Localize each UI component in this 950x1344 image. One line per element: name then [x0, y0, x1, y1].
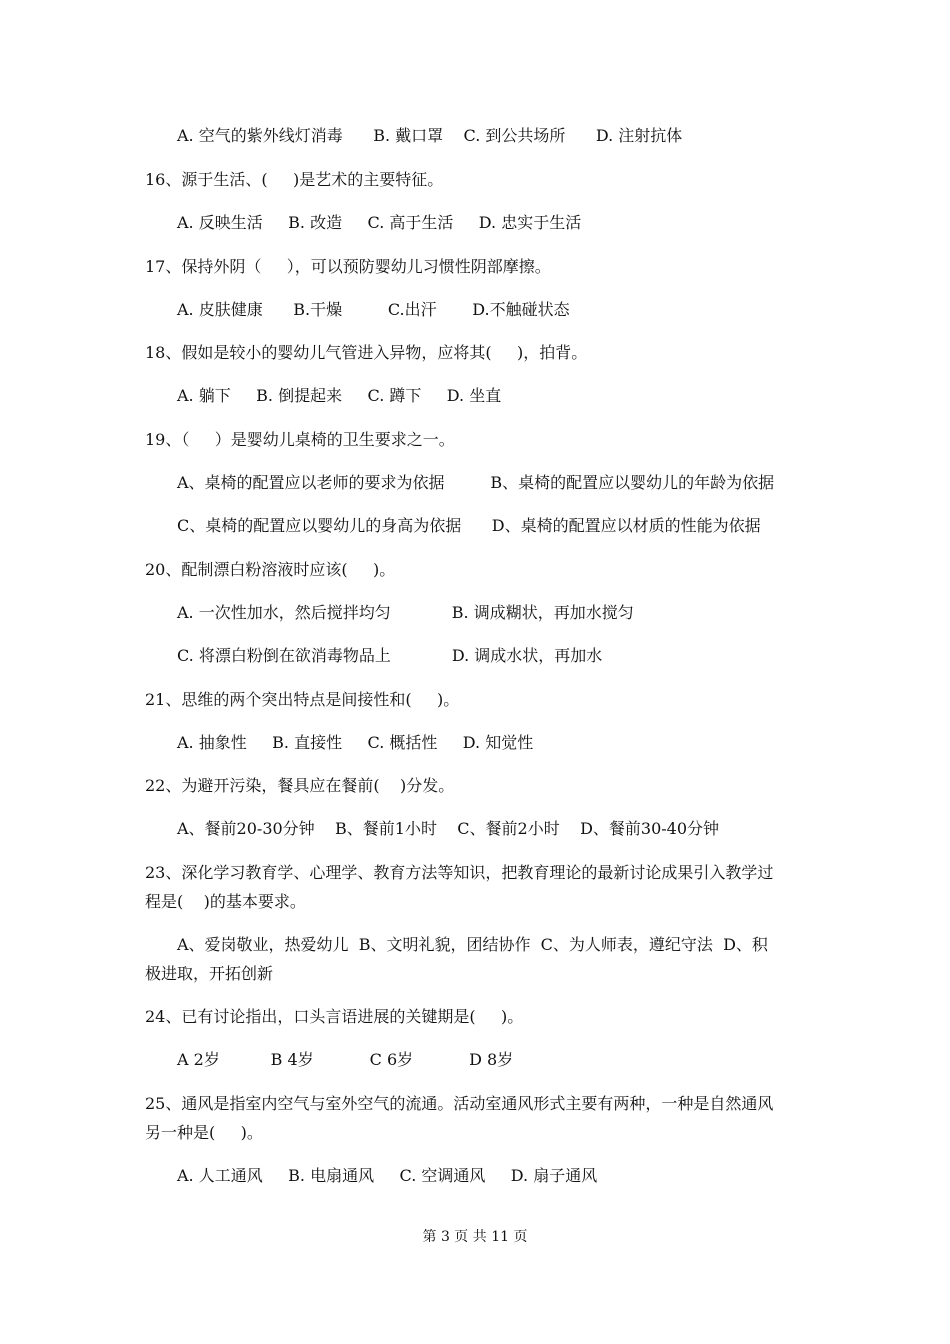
- q15-options: A. 空气的紫外线灯消毒 B. 戴口罩 C. 到公共场所 D. 注射抗体: [177, 126, 683, 145]
- q21-stem: 21、思维的两个突出特点是间接性和( )。: [145, 690, 460, 709]
- q16-stem: 16、源于生活、( )是艺术的主要特征。: [145, 170, 444, 189]
- q25-stem: 25、通风是指室内空气与室外空气的流通。活动室通风形式主要有两种，一种是自然通风: [145, 1094, 774, 1113]
- q24-stem: 24、已有讨论指出，口头言语进展的关键期是( )。: [145, 1007, 524, 1026]
- q21-options: A. 抽象性 B. 直接性 C. 概括性 D. 知觉性: [177, 733, 534, 752]
- q19-options-ab: A、桌椅的配置应以老师的要求为依据 B、桌椅的配置应以婴幼儿的年龄为依据: [177, 473, 775, 492]
- q23-stem-cont: 程是( )的基本要求。: [145, 892, 306, 911]
- q18-options: A. 躺下 B. 倒提起来 C. 蹲下 D. 坐直: [177, 386, 502, 405]
- q17-stem: 17、保持外阴（ ），可以预防婴幼儿习惯性阴部摩擦。: [145, 257, 551, 276]
- q24-options: A 2岁 B 4岁 C 6岁 D 8岁: [177, 1050, 514, 1069]
- q16-options: A. 反映生活 B. 改造 C. 高于生活 D. 忠实于生活: [177, 213, 582, 232]
- q25-stem-cont: 另一种是( )。: [145, 1123, 263, 1142]
- q23-options-cont: 极进取，开拓创新: [145, 964, 274, 983]
- q25-options: A. 人工通风 B. 电扇通风 C. 空调通风 D. 扇子通风: [177, 1166, 598, 1185]
- q22-options: A、餐前20-30分钟 B、餐前1小时 C、餐前2小时 D、餐前30-40分钟: [177, 819, 720, 838]
- q23-stem: 23、深化学习教育学、心理学、教育方法等知识，把教育理论的最新讨论成果引入教学过: [145, 863, 774, 882]
- q19-options-cd: C、桌椅的配置应以婴幼儿的身高为依据 D、桌椅的配置应以材质的性能为依据: [177, 516, 761, 535]
- q19-stem: 19、（ ）是婴幼儿桌椅的卫生要求之一。: [145, 430, 455, 449]
- q20-stem: 20、配制漂白粉溶液时应该( )。: [145, 560, 396, 579]
- q22-stem: 22、为避开污染，餐具应在餐前( )分发。: [145, 776, 455, 795]
- q17-options: A. 皮肤健康 B.干燥 C.出汗 D.不触碰状态: [177, 300, 570, 319]
- q23-options: A、爱岗敬业，热爱幼儿 B、文明礼貌，团结协作 C、为人师表，遵纪守法 D、积: [177, 935, 768, 954]
- q18-stem: 18、假如是较小的婴幼儿气管进入异物，应将其( )，拍背。: [145, 343, 588, 362]
- q20-options-cd: C. 将漂白粉倒在欲消毒物品上 D. 调成水状，再加水: [177, 646, 603, 665]
- page-footer: 第 3 页 共 11 页: [422, 1229, 528, 1245]
- q20-options-ab: A. 一次性加水，然后搅拌均匀 B. 调成糊状，再加水搅匀: [177, 603, 634, 622]
